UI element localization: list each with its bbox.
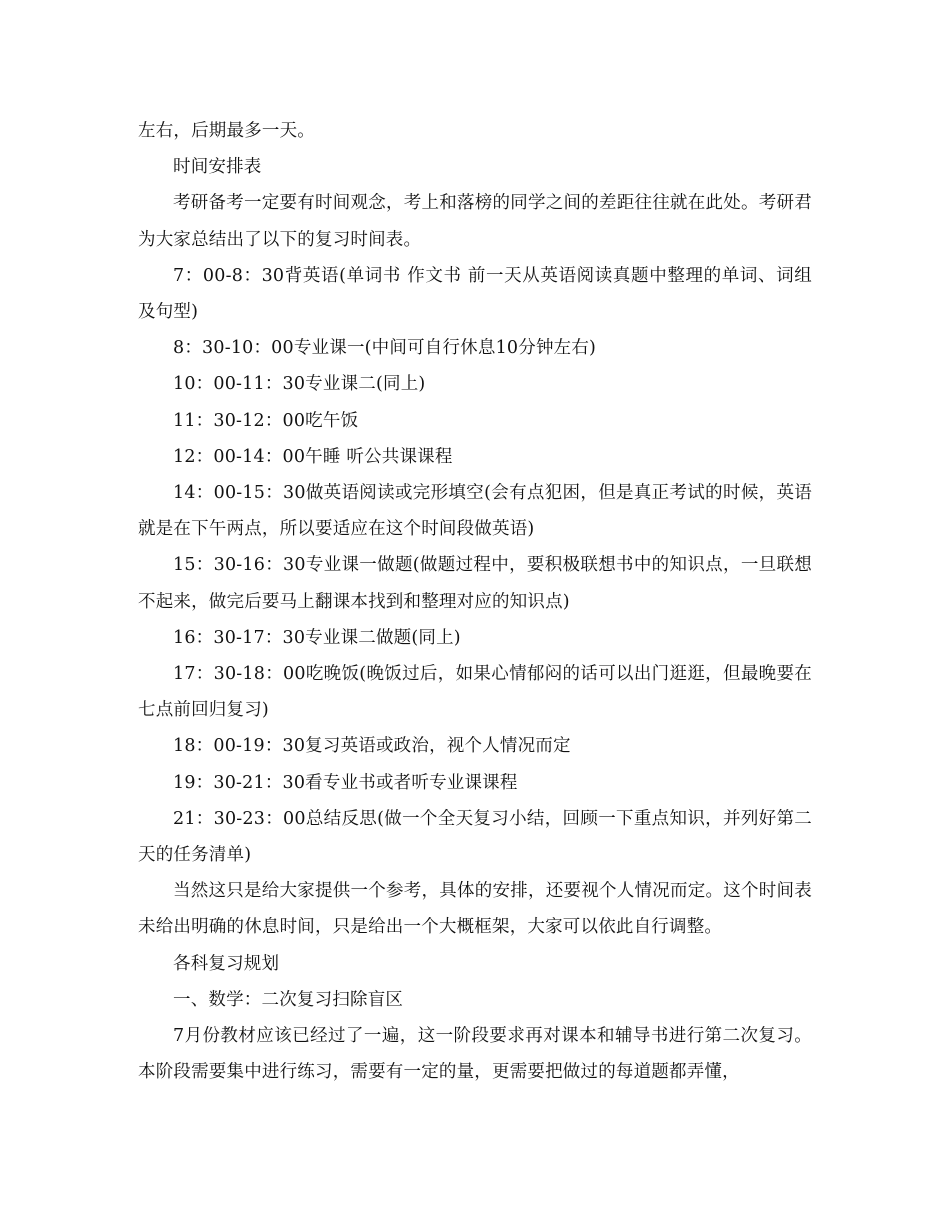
schedule-item: 21：30-23：00总结反思(做一个全天复习小结，回顾一下重点知识，并列好第二天的任务清单)	[138, 808, 812, 866]
paragraph-math: 7月份教材应该已经过了一遍，这一阶段要求再对课本和辅导书进行第二次复习。本阶段需要集中进行练习，需要有一定的量，更需要把做过的每道题都弄懂，	[138, 1026, 812, 1083]
schedule-item: 11：30-12：00吃午饭	[173, 410, 359, 431]
paragraph-continuation: 左右，后期最多一天。	[138, 121, 315, 141]
section-heading-schedule: 时间安排表	[173, 157, 262, 178]
schedule-item: 18：00-19：30复习英语或政治，视个人情况而定	[173, 736, 571, 757]
paragraph-intro: 考研备考一定要有时间观念，考上和落榜的同学之间的差距往往就在此处。考研君为大家总结出了以下的复习时间表。	[138, 193, 812, 250]
schedule-item: 19：30-21：30看专业书或者听专业课课程	[173, 772, 518, 793]
schedule-item: 16：30-17：30专业课二做题(同上)	[173, 627, 461, 648]
schedule-item: 10：00-11：30专业课二(同上)	[173, 374, 426, 395]
subsection-heading-math: 一、数学：二次复习扫除盲区	[173, 989, 404, 1010]
schedule-item: 7：00-8：30背英语(单词书 作文书 前一天从英语阅读真题中整理的单词、词组及句型)	[138, 265, 812, 323]
schedule-item: 14：00-15：30做英语阅读或完形填空(会有点犯困，但是真正考试的时候，英语就是在下午两点，所以要适应在这个时间段做英语)	[138, 483, 812, 540]
schedule-item: 17：30-18：00吃晚饭(晚饭过后，如果心情郁闷的话可以出门逛逛，但最晚要在七点前回归复习)	[138, 664, 812, 721]
schedule-item: 12：00-14：00午睡 听公共课课程	[173, 446, 453, 467]
section-heading-subjects: 各科复习规划	[173, 953, 280, 974]
paragraph-note: 当然这只是给大家提供一个参考，具体的安排，还要视个人情况而定。这个时间表未给出明确的休息时间，只是给出一个大概框架，大家可以依此自行调整。	[138, 881, 812, 938]
schedule-item: 8：30-10：00专业课一(中间可自行休息10分钟左右)	[173, 338, 597, 359]
schedule-item: 15：30-16：30专业课一做题(做题过程中，要积极联想书中的知识点，一旦联想不起来，做完后要马上翻课本找到和整理对应的知识点)	[138, 555, 812, 612]
document-body	[138, 113, 812, 1090]
